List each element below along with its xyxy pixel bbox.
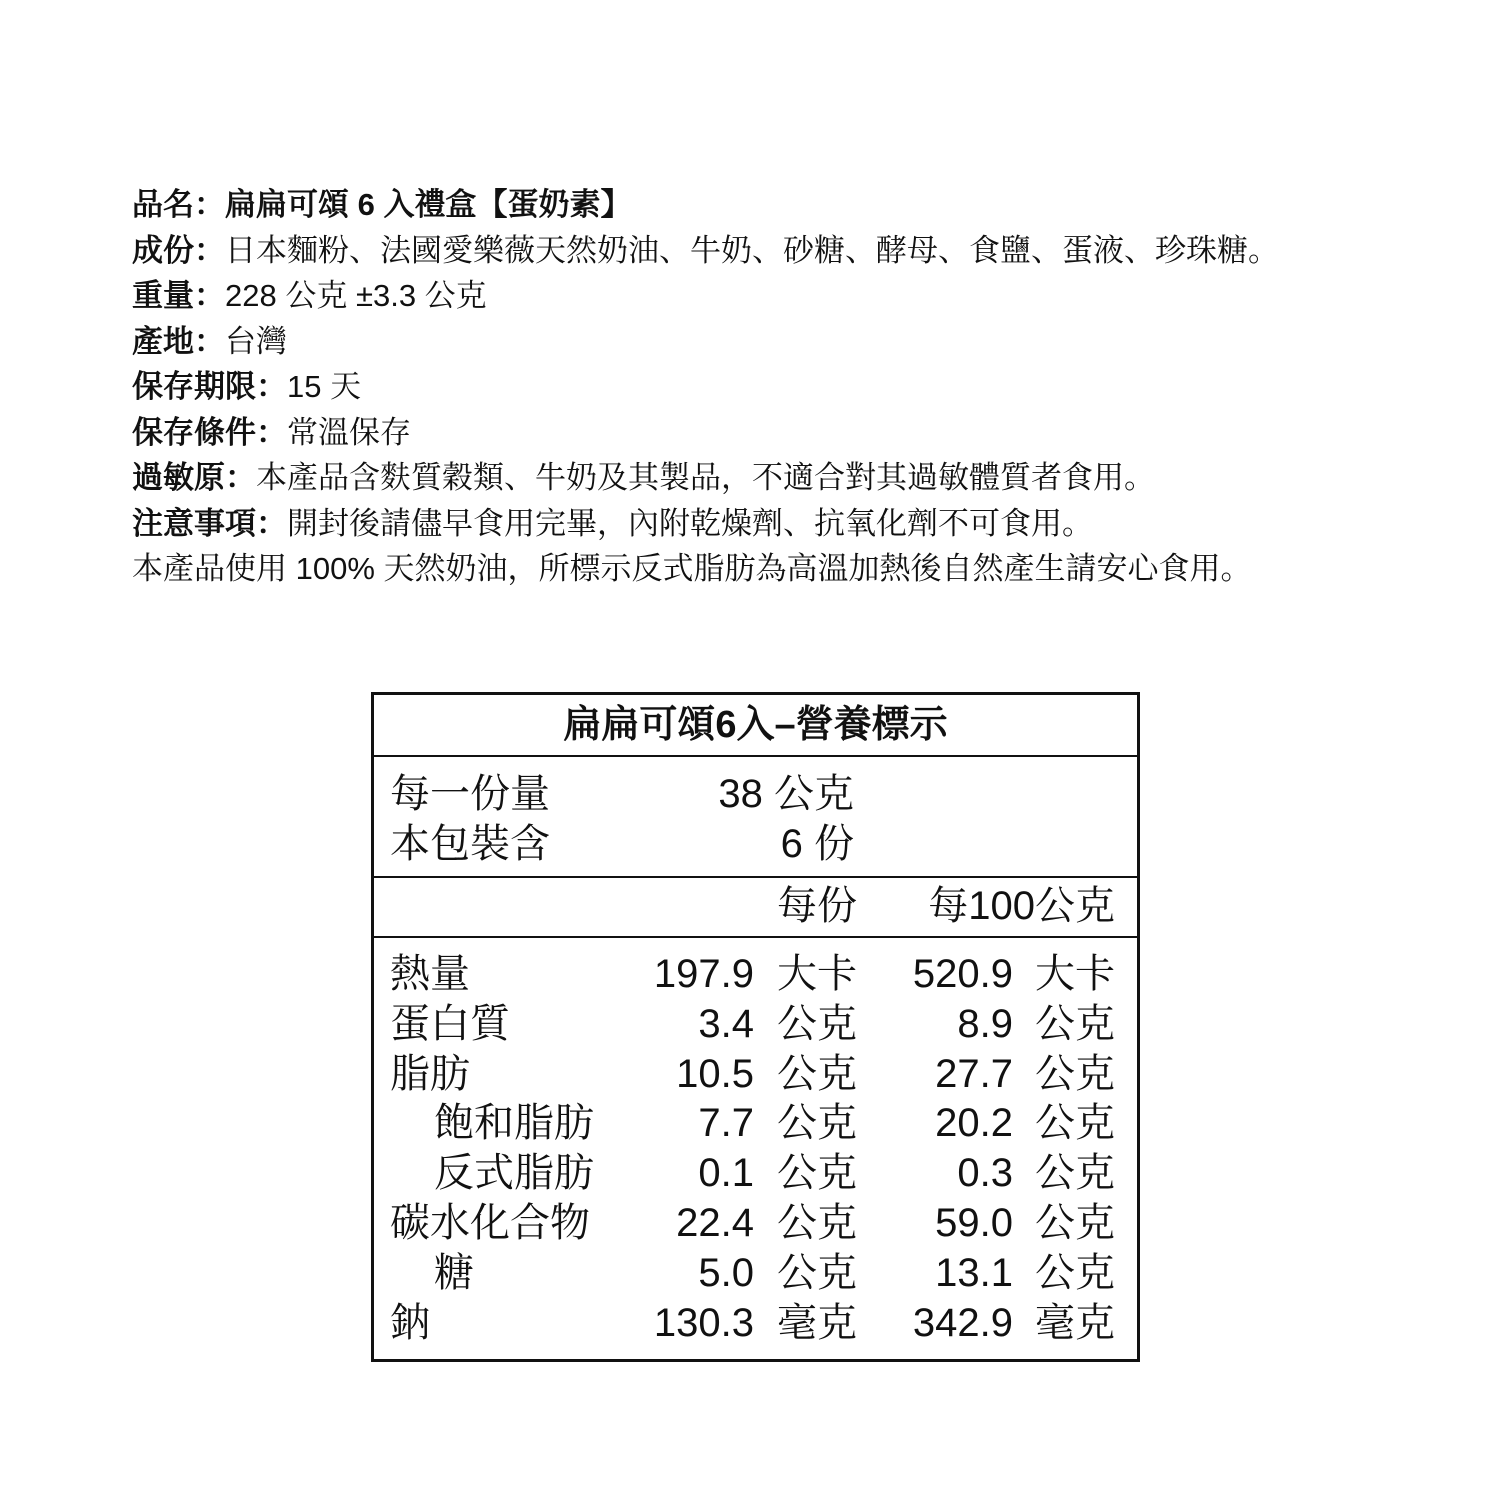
- per-serving-value: 7.7: [698, 1101, 754, 1146]
- info-value: 本產品含麩質穀類、牛奶及其製品，不適合對其過敏體質者食用。: [256, 460, 1155, 495]
- info-row-notes: [132, 501, 1472, 547]
- nutrition-title: 扁扁可頌6入–營養標示: [374, 695, 1137, 757]
- info-key: 保存期限：: [132, 369, 287, 404]
- per-100g-header: 每100公克: [928, 884, 1115, 928]
- nutrient-row: [374, 1099, 1137, 1149]
- info-row-storage: [132, 410, 1472, 456]
- info-value: 開封後請儘早食用完畢，內附乾燥劑、抗氧化劑不可食用。: [287, 505, 1093, 541]
- per-100g-value: 0.3: [957, 1151, 1013, 1196]
- per-100g-unit: 公克: [1035, 1101, 1115, 1146]
- info-row-weight: [132, 273, 1472, 319]
- info-key: 重量：: [132, 278, 225, 313]
- product-info: [132, 182, 1472, 592]
- nutrient-rows: [374, 938, 1137, 1348]
- per-100g-value: 59.0: [935, 1200, 1013, 1245]
- info-value: 本產品使用 100% 天然奶油，所標示反式脂肪為高溫加熱後自然產生請安心食用。: [132, 551, 1252, 586]
- nutrient-row: [374, 1050, 1137, 1100]
- per-serving-value: 0.1: [698, 1151, 754, 1196]
- servings-row: [390, 819, 1130, 869]
- info-row-ingredients: [132, 228, 1472, 274]
- per-100g-value: 520.9: [912, 952, 1013, 996]
- serving-size-row: [390, 769, 1130, 819]
- nutrient-name: 碳水化合物: [390, 1200, 590, 1245]
- per-serving-unit: 大卡: [777, 952, 857, 996]
- nutrient-row: [374, 1199, 1137, 1249]
- info-key: 產地：: [132, 323, 225, 359]
- nutrition-label: [371, 692, 1140, 1362]
- per-100g-unit: 毫克: [1035, 1300, 1115, 1345]
- per-serving-unit: 公克: [777, 1001, 857, 1046]
- per-100g-value: 13.1: [935, 1250, 1013, 1295]
- per-100g-unit: 公克: [1035, 1200, 1115, 1245]
- per-serving-header: 每份: [777, 884, 857, 928]
- info-value: 扁扁可頌 6 入禮盒【蛋奶素】: [225, 187, 632, 222]
- nutrient-name: 飽和脂肪: [434, 1101, 594, 1146]
- nutrient-name: 反式脂肪: [434, 1151, 594, 1196]
- per-100g-value: 8.9: [957, 1001, 1013, 1046]
- nutrient-name: 糖: [434, 1250, 474, 1295]
- per-serving-unit: 公克: [777, 1101, 857, 1146]
- nutrient-row: [374, 1000, 1137, 1050]
- info-row-butter-note: [132, 546, 1472, 592]
- info-value: 228 公克 ±3.3 公克: [225, 278, 487, 313]
- info-key: 品名：: [132, 187, 225, 222]
- per-serving-unit: 公克: [777, 1250, 857, 1295]
- info-key: 過敏原：: [132, 460, 256, 495]
- per-100g-unit: 公克: [1035, 1051, 1115, 1096]
- info-value: 常溫保存: [287, 414, 411, 450]
- info-value: 日本麵粉、法國愛樂薇天然奶油、牛奶、砂糖、酵母、食鹽、蛋液、珍珠糖。: [225, 232, 1279, 268]
- servings-label: 本包裝含: [390, 822, 550, 866]
- per-serving-value: 130.3: [653, 1300, 754, 1345]
- info-row-allergens: [132, 455, 1472, 501]
- per-100g-value: 342.9: [912, 1300, 1013, 1345]
- info-value: 台灣: [225, 323, 287, 359]
- per-100g-value: 27.7: [935, 1051, 1013, 1096]
- per-serving-value: 5.0: [698, 1250, 754, 1295]
- serving-size-label: 每一份量: [390, 772, 550, 816]
- per-serving-value: 10.5: [676, 1051, 754, 1096]
- info-key: 保存條件：: [132, 414, 287, 450]
- serving-info: [374, 757, 1137, 878]
- per-serving-unit: 毫克: [777, 1300, 857, 1345]
- per-100g-value: 20.2: [935, 1101, 1013, 1146]
- info-row-name: [132, 182, 1472, 228]
- per-serving-unit: 公克: [777, 1200, 857, 1245]
- per-100g-unit: 公克: [1035, 1001, 1115, 1046]
- nutrient-row: [374, 1149, 1137, 1199]
- nutrient-name: 蛋白質: [390, 1001, 510, 1046]
- nutrient-row: [374, 1249, 1137, 1299]
- nutrient-row: [374, 1299, 1137, 1349]
- serving-size-value: 38 公克: [718, 772, 854, 816]
- nutrient-row: [374, 950, 1137, 1000]
- info-value: 15 天: [287, 369, 362, 404]
- info-key: 注意事項：: [132, 505, 287, 541]
- info-key: 成份：: [132, 232, 225, 268]
- column-header: [374, 878, 1137, 938]
- per-serving-value: 22.4: [676, 1200, 754, 1245]
- info-row-origin: [132, 319, 1472, 365]
- per-serving-value: 197.9: [653, 952, 754, 996]
- info-row-shelf-life: [132, 364, 1472, 410]
- per-100g-unit: 公克: [1035, 1250, 1115, 1295]
- per-serving-unit: 公克: [777, 1151, 857, 1196]
- per-100g-unit: 公克: [1035, 1151, 1115, 1196]
- nutrient-name: 脂肪: [390, 1051, 470, 1096]
- nutrient-name: 熱量: [390, 952, 470, 996]
- per-serving-unit: 公克: [777, 1051, 857, 1096]
- per-serving-value: 3.4: [698, 1001, 754, 1046]
- per-100g-unit: 大卡: [1035, 952, 1115, 996]
- nutrient-name: 鈉: [390, 1300, 430, 1345]
- servings-value: 6 份: [780, 822, 854, 866]
